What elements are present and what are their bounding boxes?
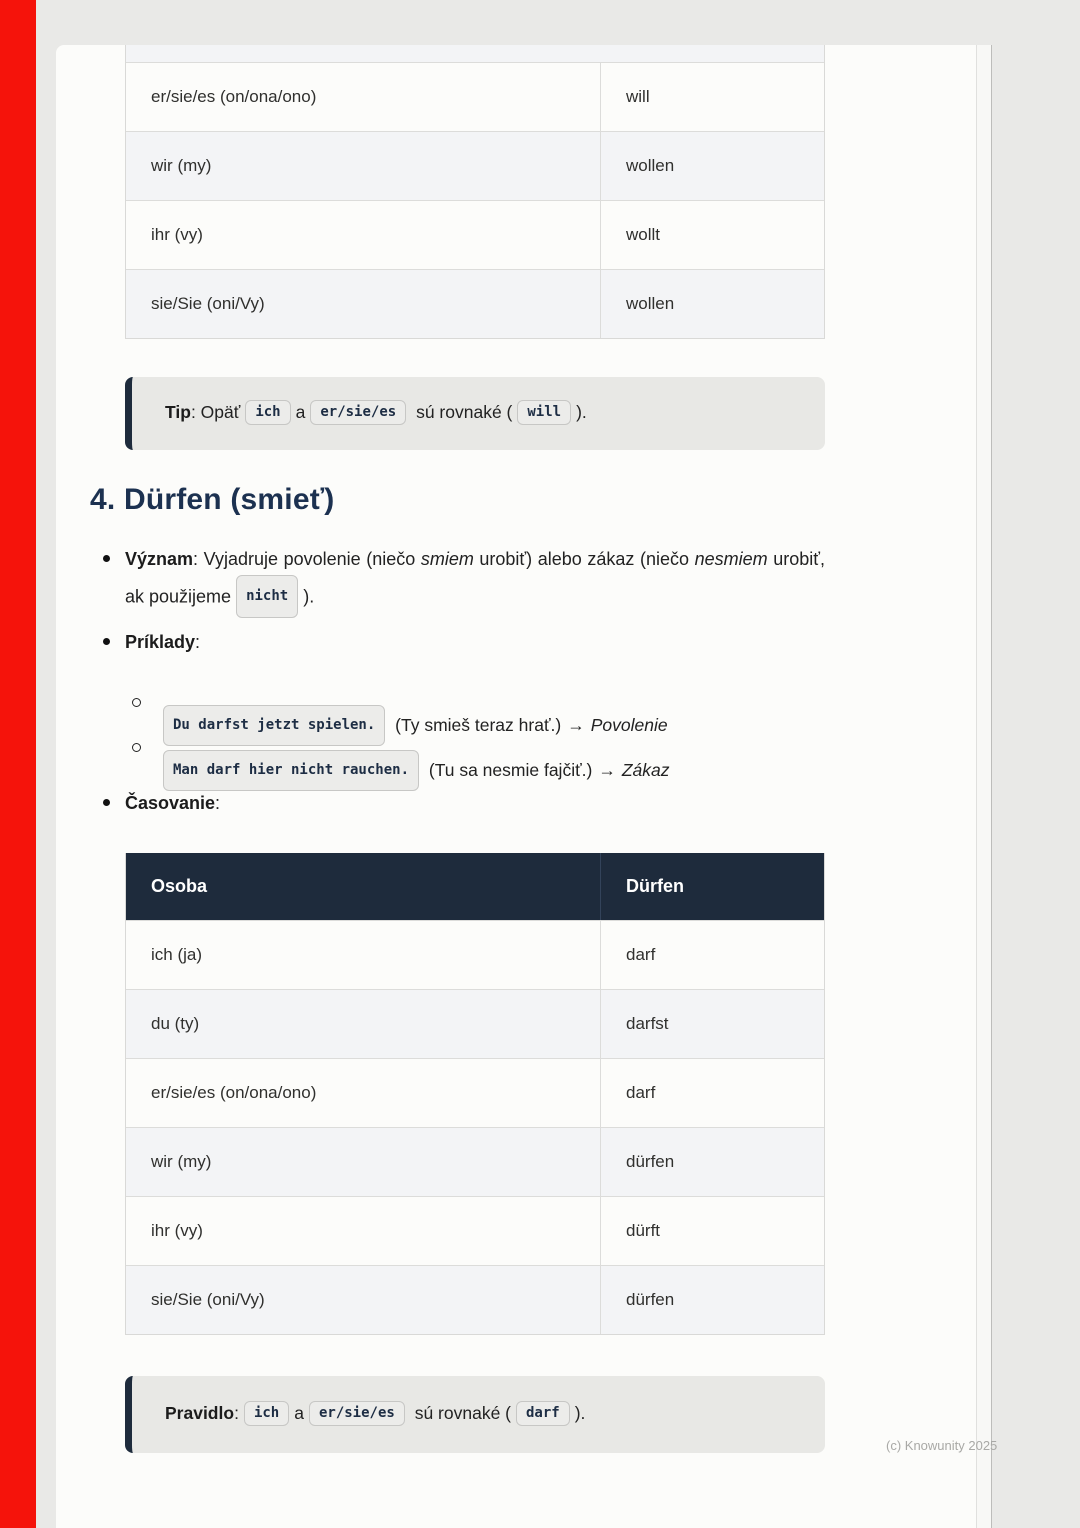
wollen-table	[125, 45, 825, 339]
bullet-dot-icon	[103, 555, 110, 562]
circle-bullet-icon	[132, 698, 141, 707]
bullet-priklady	[125, 625, 825, 659]
casovanie-label: Časovanie	[125, 793, 216, 813]
tip-text-run: sú rovnaké (	[416, 402, 513, 423]
code-chip: Man darf hier nicht rauchen.	[163, 750, 419, 791]
code-chip: ich	[245, 400, 290, 425]
table-row	[126, 1127, 824, 1196]
person-cell: sie/Sie (oni/Vy)	[126, 270, 601, 338]
italic-tag: Povolenie	[590, 714, 668, 735]
italic-run: smiem	[420, 549, 474, 569]
rule-text-run: sú rovnaké (	[414, 1403, 511, 1424]
table-row	[126, 1196, 824, 1265]
form-cell: dürft	[626, 1221, 661, 1240]
form-cell: wollen	[626, 294, 675, 313]
code-chip: er/sie/es	[310, 400, 406, 425]
form-cell: wollt	[626, 225, 661, 244]
person-cell: er/sie/es (on/ona/ono)	[126, 63, 601, 131]
form-cell: will	[626, 87, 650, 106]
code-chip: nicht	[236, 575, 298, 618]
priklady-text	[125, 625, 825, 659]
tip-text-run: a	[295, 402, 306, 423]
form-cell: dürfen	[626, 1290, 675, 1309]
person-cell: sie/Sie (oni/Vy)	[126, 1266, 601, 1334]
header-person-cell: Osoba	[126, 853, 601, 920]
code-chip: darf	[516, 1401, 570, 1426]
table-header-row	[126, 853, 824, 920]
tip-text-run: ).	[576, 402, 587, 423]
rule-callout	[125, 1376, 825, 1453]
priklady-label: Príklady	[125, 632, 196, 652]
tip-text	[165, 401, 587, 426]
bullet-vyznam	[125, 542, 825, 619]
tip-text-run: : Opäť	[190, 402, 241, 423]
tip-label: Tip	[165, 402, 191, 423]
code-chip: er/sie/es	[309, 1401, 405, 1426]
text-run: :	[195, 632, 201, 652]
text-run: : Vyjadruje povolenie (niečo	[193, 549, 421, 569]
text-run: (Tu sa nesmie fajčiť.)	[424, 759, 593, 780]
italic-run: nesmiem	[694, 549, 768, 569]
page	[56, 45, 976, 1528]
rule-text	[165, 1402, 585, 1427]
section-heading: 4. Dürfen (smieť)	[90, 483, 335, 516]
table-row	[126, 269, 824, 338]
vyznam-text	[125, 542, 825, 619]
table-row	[126, 62, 824, 131]
form-cell: wollen	[626, 156, 675, 175]
vyznam-label: Význam	[125, 549, 194, 569]
person-cell: er/sie/es (on/ona/ono)	[126, 1059, 601, 1127]
bullet-dot-icon	[103, 638, 110, 645]
rule-text-run: :	[234, 1403, 239, 1424]
casovanie-text	[125, 786, 825, 820]
bullet-dot-icon	[103, 799, 110, 806]
text-run: (Ty smieš teraz hrať.)	[390, 714, 562, 735]
form-cell: dürfen	[626, 1152, 675, 1171]
form-cell: darf	[626, 1083, 656, 1102]
code-chip: ich	[244, 1401, 289, 1426]
tip-callout	[125, 377, 825, 450]
person-cell: du (ty)	[126, 990, 601, 1058]
table-row	[126, 1265, 824, 1334]
italic-tag: Zákaz	[621, 759, 670, 780]
circle-bullet-icon	[132, 743, 141, 752]
text-run: :	[215, 793, 221, 813]
rule-text-run: a	[294, 1403, 304, 1424]
scrollbar[interactable]	[976, 45, 992, 1528]
table-row	[126, 131, 824, 200]
person-cell: wir (my)	[126, 1128, 601, 1196]
table-row-partial	[126, 45, 824, 62]
text-run: urobiť) alebo zákaz (niečo	[473, 549, 695, 569]
form-cell: darfst	[626, 1014, 669, 1033]
rule-label: Pravidlo	[165, 1403, 235, 1424]
table-row	[126, 989, 824, 1058]
form-cell: darf	[626, 945, 656, 964]
header-verb-cell: Dürfen	[626, 876, 684, 896]
text-run: urobiť, ak použijeme	[125, 549, 825, 607]
rule-text-run: ).	[574, 1403, 586, 1424]
duerfen-table	[125, 853, 825, 1335]
table-row	[126, 200, 824, 269]
code-chip: will	[517, 400, 571, 425]
arrow-icon: →	[567, 714, 585, 735]
person-cell: ich (ja)	[126, 921, 601, 989]
accent-stripe	[0, 0, 36, 1528]
watermark: (c) Knowunity 2025	[886, 1438, 998, 1453]
table-row	[126, 1058, 824, 1127]
bullet-casovanie	[125, 786, 825, 820]
person-cell: ihr (vy)	[126, 1197, 601, 1265]
person-cell: ihr (vy)	[126, 201, 601, 269]
arrow-icon: →	[598, 759, 616, 780]
table-row	[126, 920, 824, 989]
person-cell: wir (my)	[126, 132, 601, 200]
text-run: ).	[303, 586, 315, 607]
code-chip: Du darfst jetzt spielen.	[163, 705, 385, 746]
